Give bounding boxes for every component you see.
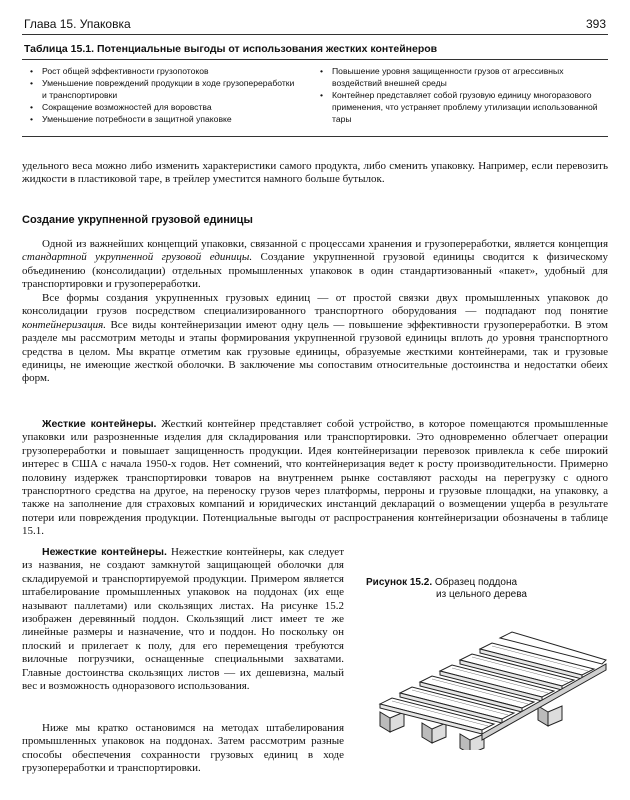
paragraph-rigid-containers: Жесткие контейнеры. Жесткий контейнер представляет собой устройство, в которое помещаются промышленные упаковки или разрозненные изделия для складирования или транспортировки. Это одновременно облегчает операции грузопереработки и повышает защищенность продукции. Идея контейнеризации перевозок привлекла к себе широкий интерес в США с начала 1950-х годов. Нет сомнений, что контейнеризация ведет к росту производительности. Примерно половину издержек транспортировки товаров на внутреннем рынке составляют расходы на перегрузку с одного транспортного средства на другое, на переноску грузов через платформы, перроны и грузовые площадки, на упаковку, а также на заполнение для страховых компаний и юридических инстанций деклараций о возмещении ущерба в результате потери или повреждения продукции. Потенциальные выгоды от распространения контейнеризации обозначены в таблице 15.1. xyxy=(22,418,608,538)
table-left-column xyxy=(28,65,298,125)
figure-label: Рисунок 15.2. xyxy=(366,577,433,588)
emphasis-term: стандартной укрупненной грузовой единицы. xyxy=(22,251,253,264)
list-item: • Рост общей эффективности грузопотоков xyxy=(28,65,298,77)
paragraph-lead: Нежесткие контейнеры. xyxy=(42,546,167,558)
list-item: • Повышение уровня защищенности грузов от агрессивных воздействий внешней среды xyxy=(318,65,604,89)
paragraph-lead: Жесткие контейнеры. xyxy=(42,418,157,430)
paragraph-closing: Ниже мы кратко остановимся на методах штабелирования промышленных упаковок на поддонах. Затем рассмотрим разные способы обеспечения сохранности грузовых единиц в ходе грузопереработки и транспортировки. xyxy=(22,722,344,775)
list-item: • Контейнер представляет собой грузовую единицу многоразового применения, что устраняет проблему утилизации использованной тары xyxy=(318,89,604,125)
paragraph-unit-1: Одной из важнейших концепций упаковки, связанной с процессами хранения и грузопереработки, является концепция стандартной укрупненной грузовой единицы. Создание укрупненной грузовой единицы сводится к физическому объединению (консолидации) отдельных промышленных упаковок в один стандартизованный «пакет», удобный для транспортировки и грузопереработки. xyxy=(22,238,608,291)
wooden-pallet-illustration xyxy=(362,600,608,750)
list-item: • Сокращение возможностей для воровства xyxy=(28,101,298,113)
figure-title-line2: из цельного дерева xyxy=(436,589,527,600)
paragraph-intro: удельного веса можно либо изменить характеристики самого продукта, либо сменить упаковку. Например, если перевозить жидкости в пластиковой таре, в трейлер уместится намного больше бутылок. xyxy=(22,160,608,186)
paragraph-unit-2: Все формы создания укрупненных грузовых единиц — от простой связки двух промышленных упаковок до консолидации грузов посредством специализированного транспортного оборудования — подпадают под понятие контейнеризация. Все виды контейнеризации имеют одну цель — повышение эффективности грузопереработки. В этом разделе мы рассмотрим методы и этапы формирования укрупненной грузовой единицы вплоть до уровня транспортного средства в целом. Мы вкратце отметим как грузовые единицы, образуемые жесткими контейнерами, так и грузовые единицы, не имеющие жесткой оболочки. В заключение мы сопоставим относительные достоинства и недостатки обеих форм. xyxy=(22,292,608,385)
running-header xyxy=(22,14,608,35)
table-right-column xyxy=(318,65,604,125)
table-caption: Таблица 15.1. Потенциальные выгоды от использования жестких контейнеров xyxy=(24,43,438,55)
list-item: • Уменьшение повреждений продукции в ходе грузопереработки и транспортировки xyxy=(28,77,298,101)
section-heading: Создание укрупненной грузовой единицы xyxy=(22,214,253,226)
figure-title: Образец поддона xyxy=(434,577,518,588)
paragraph-nonrigid-containers: Нежесткие контейнеры. Нежесткие контейнеры, как следует из названия, не создают замкнутой защищающей оболочки для складируемой и транспортируемой продукции. Примером является штабелирование промышленных упаковок на поддонах (их еще называют паллетами) или скользящих листах. На рисунке 15.2 изображен деревянный поддон. Скользящий лист имеет те же линейные размеры и назначение, что и поддон. Но поскольку он плоский и прилегает к полу, для его перемещения требуются вилочные погрузчики, оснащенные специальными захватами. Главные достоинства скользящих листов — их дешевизна, малый вес и возможность одноразового использования. xyxy=(22,546,344,693)
page-number: 393 xyxy=(585,17,606,31)
benefits-table xyxy=(22,59,608,137)
emphasis-term: контейнеризация. xyxy=(22,318,107,331)
figure-caption xyxy=(366,577,527,601)
list-item: • Уменьшение потребности в защитной упаковке xyxy=(28,113,298,125)
chapter-title: Глава 15. Упаковка xyxy=(24,17,131,31)
